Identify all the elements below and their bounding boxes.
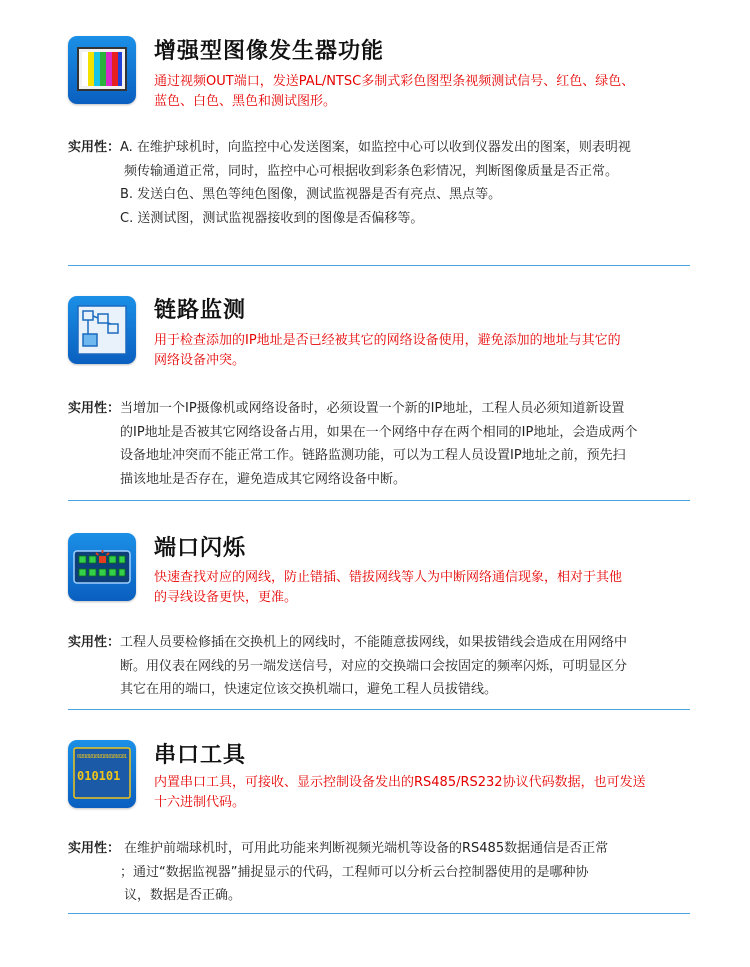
usage-label: 实用性：: [68, 841, 121, 856]
serial-binary-large-text: 010101: [77, 769, 121, 783]
usage-line: 的IP地址是否被其它网络设备占用，如果在一个网络中存在两个相同的IP地址，会造成两个: [120, 424, 638, 440]
section-description: 用于检查添加的IP地址是否已经被其它的网络设备使用，避免添加的地址与其它的 网络设备冲突。: [154, 333, 621, 368]
section-divider: [68, 265, 690, 266]
usage-line: 工程人员要检修插在交换机上的网线时，不能随意拔网线，如果拔错线会造成在用网络中: [120, 635, 628, 650]
usage-line: 设备地址冲突而不能正常工作。链路监测功能，可以为工程人员设置IP地址之前，预先扫: [120, 448, 626, 463]
usage-line: 断。用仪表在网线的另一端发送信号，对应的交换端口会按固定的频率闪烁，可明显区分: [120, 658, 628, 674]
section-description: 内置串口工具，可接收、显示控制设备发出的RS485/RS232协议代码数据，也可发送 十六进制代码。: [154, 775, 646, 810]
usage-label: 实用性：: [68, 401, 121, 416]
usage-line: 在维护前端球机时，可用此功能来判断视频光端机等设备的RS485数据通信是否正常: [124, 841, 609, 856]
section-description: 通过视频OUT端口，发送PAL/NTSC多制式彩色图型条视频测试信号、红色、绿色、 蓝色、白色、黑色和测试图形。: [154, 74, 635, 109]
usage-line: 其它在用的端口，快速定位该交换机端口，避免工程人员拔错线。: [120, 682, 498, 697]
serial-binary-small-text: 0101010101010101010101: [77, 754, 127, 760]
usage-label: 实用性：: [68, 635, 121, 650]
usage-line: A. 在维护球机时，向监控中心发送图案，如监控中心可以收到仪器发出的图案，则表明视: [120, 140, 631, 155]
usage-line: ；通过“数据监视器”捕捉显示的代码，工程师可以分析云台控制器使用的是哪种协: [120, 864, 589, 880]
section-divider: [68, 500, 690, 501]
usage-line: 频传输通道正常，同时，监控中心可根据收到彩条色彩情况，判断图像质量是否正常。: [124, 163, 619, 179]
section-divider: [68, 913, 690, 914]
color-bars-icon: [68, 36, 136, 104]
section-title: 链路监测: [154, 298, 247, 323]
section-title: 串口工具: [154, 743, 247, 768]
section-divider: [68, 709, 690, 710]
usage-line: B. 发送白色、黑色等纯色图像，测试监视器是否有亮点、黑点等。: [120, 187, 502, 202]
serial-tool-icon: [68, 740, 136, 808]
port-flash-icon: [68, 533, 136, 601]
usage-line: 描该地址是否存在，避免造成其它网络设备中断。: [120, 471, 407, 487]
section-title: 增强型图像发生器功能: [154, 39, 385, 64]
usage-line: 当增加一个IP摄像机或网络设备时，必须设置一个新的IP地址，工程人员必须知道新设置: [120, 401, 625, 416]
link-monitor-icon: [68, 296, 136, 364]
usage-line: 议，数据是否正确。: [124, 888, 242, 903]
usage-line: C. 送测试图，测试监视器接收到的图像是否偏移等。: [120, 210, 424, 226]
section-title: 端口闪烁: [154, 536, 247, 561]
section-description: 快速查找对应的网线，防止错插、错拔网线等人为中断网络通信现象，相对于其他 的寻线设备更快，更准。: [154, 570, 623, 605]
usage-label: 实用性：: [68, 140, 121, 155]
